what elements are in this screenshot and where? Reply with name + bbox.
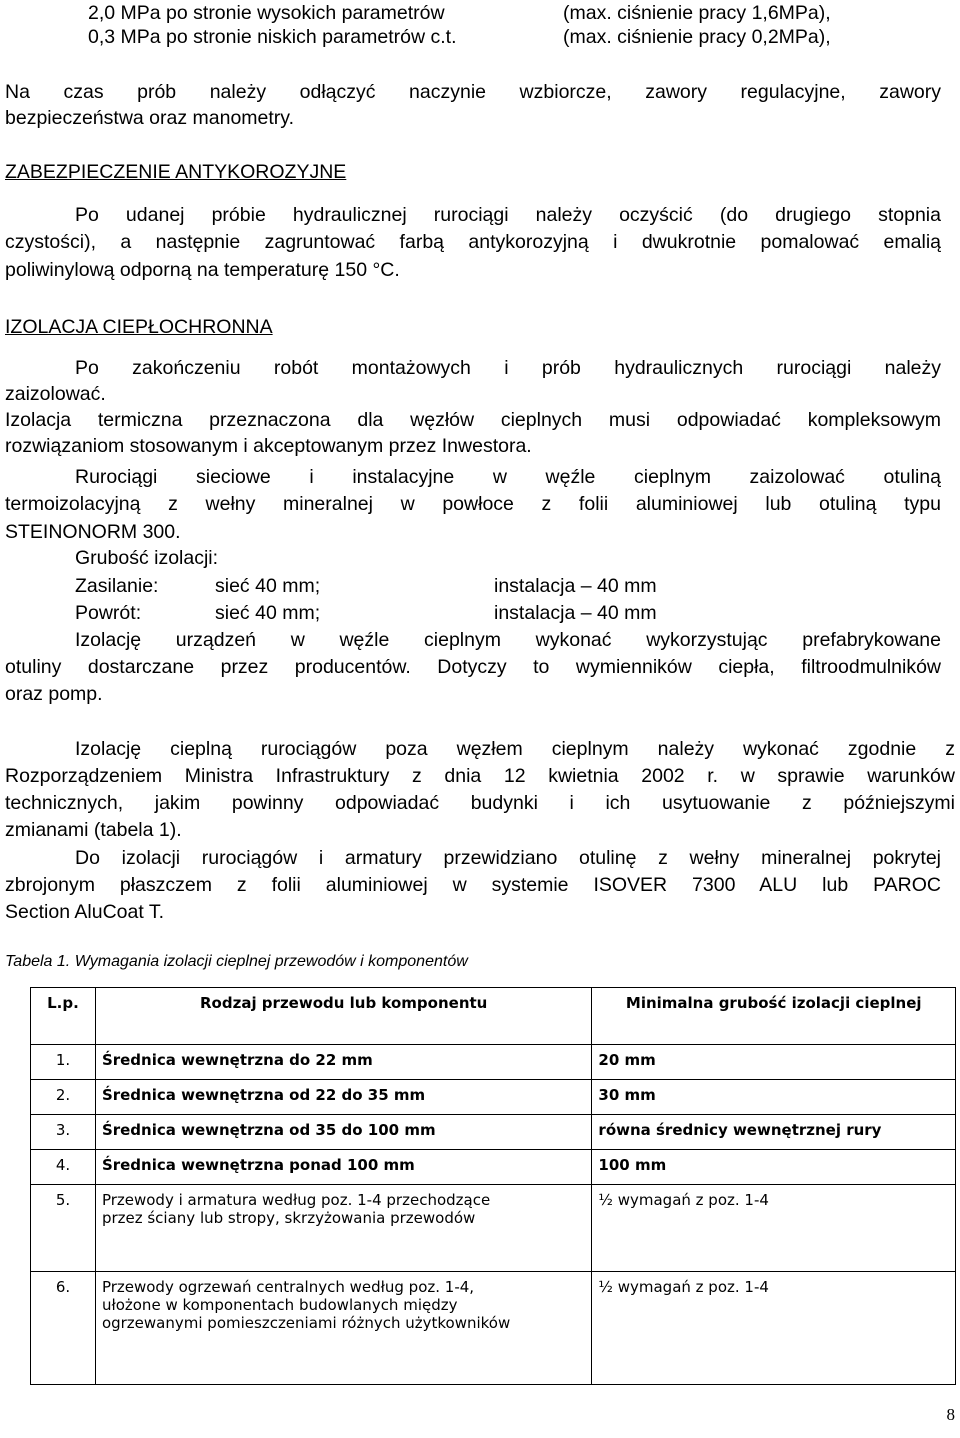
paragraph-line: Na czas prób należy odłączyć naczynie wzbiorcze, zawory regulacyjne, zawory [5, 81, 941, 103]
paragraph-line: STEINONORM 300. [5, 521, 181, 543]
paragraph-line: oraz pomp. [5, 683, 103, 705]
paragraph-line: Po zakończeniu robót montażowych i prób hydraulicznych rurociągi należy [75, 357, 941, 379]
column-header-type: Rodzaj przewodu lub komponentu [95, 988, 591, 1045]
pressure-line-low-max: (max. ciśnienie pracy 0,2MPa), [563, 26, 831, 48]
supply-label: Zasilanie: [75, 575, 159, 597]
table-cell-lp: 2. [31, 1080, 96, 1115]
paragraph-line: bezpieczeństwa oraz manometry. [5, 107, 295, 129]
paragraph-line: termoizolacyjną z wełny mineralnej w powłoce z folii aluminiowej lub otuliną typu [5, 493, 941, 515]
table-row [31, 1272, 956, 1385]
pressure-line-high-max: (max. ciśnienie pracy 1,6MPa), [563, 2, 831, 24]
table-row [31, 1185, 956, 1272]
pressure-line-high: 2,0 MPa po stronie wysokich parametrów [88, 2, 445, 24]
table-row [31, 1080, 956, 1115]
table-cell-type: Średnica wewnętrzna ponad 100 mm [101, 1156, 415, 1174]
table-cell-lp: 4. [31, 1150, 96, 1185]
paragraph-line: Izolację cieplną rurociągów poza węzłem cieplnym należy wykonać zgodnie z [75, 738, 955, 760]
paragraph-line: Rurociągi sieciowe i instalacyjne w węźle cieplnym zaizolować otuliną [75, 466, 941, 488]
insulation-requirements-table [30, 987, 956, 1385]
supply-installation-value: instalacja – 40 mm [494, 575, 657, 597]
page-number: 8 [946, 1405, 955, 1424]
table-cell-type: Średnica wewnętrzna od 22 do 35 mm [101, 1086, 426, 1104]
paragraph-line: Section AluCoat T. [5, 901, 164, 923]
table-cell-lp: 3. [31, 1115, 96, 1150]
table-cell-thickness: 30 mm [598, 1086, 656, 1104]
table-row [31, 1150, 956, 1185]
table-cell-thickness: 100 mm [598, 1156, 667, 1174]
column-header-lp: L.p. [31, 988, 96, 1045]
paragraph-line: otuliny dostarczane przez producentów. Dotyczy to wymienników ciepła, filtroodmulników [5, 656, 941, 678]
column-header-min-thickness: Minimalna grubość izolacji cieplnej [592, 988, 956, 1045]
paragraph-line: rozwiązaniom stosowanym i akceptowanym przez Inwestora. [5, 435, 532, 457]
table-row [31, 1115, 956, 1150]
paragraph-line: Izolacja termiczna przeznaczona dla węzłów cieplnych musi odpowiadać kompleksowym [5, 409, 941, 431]
section-heading-anticorrosion: ZABEZPIECZENIE ANTYKOROZYJNE [5, 161, 347, 183]
table-cell-type: Przewody ogrzewań centralnych według poz. 1-4, ułożone w komponentach budowlanych między ogrzewanymi pomieszczeniami różnych użytkowników [95, 1272, 591, 1385]
table-cell-type: Średnica wewnętrzna do 22 mm [101, 1051, 373, 1069]
table-cell-thickness: ½ wymagań z poz. 1-4 [592, 1185, 956, 1272]
return-installation-value: instalacja – 40 mm [494, 602, 657, 624]
table-caption: Tabela 1. Wymagania izolacji cieplnej przewodów i komponentów [5, 953, 468, 970]
paragraph-line: poliwinylową odporną na temperaturę 150 °C. [5, 259, 400, 281]
paragraph-line: Po udanej próbie hydraulicznej rurociągi należy oczyścić (do drugiego stopnia [75, 204, 941, 226]
paragraph-line: Grubość izolacji: [75, 547, 219, 569]
table-cell-lp: 1. [31, 1045, 96, 1080]
paragraph-line: Rozporządzeniem Ministra Infrastruktury z dnia 12 kwietnia 2002 r. w sprawie warunków [5, 765, 955, 787]
paragraph-line: zbrojonym płaszczem z folii aluminiowej w systemie ISOVER 7300 ALU lub PAROC [5, 874, 941, 896]
paragraph-line: czystości), a następnie zagruntować farbą antykorozyjną i dwukrotnie pomalować emalią [5, 231, 941, 253]
paragraph-line: zaizolować. [5, 383, 106, 405]
table-cell-lp: 5. [31, 1185, 96, 1272]
paragraph-line: technicznych, jakim powinny odpowiadać budynki i ich usytuowanie z późniejszymi [5, 792, 955, 814]
table-cell-thickness: ½ wymagań z poz. 1-4 [592, 1272, 956, 1385]
table-row [31, 1045, 956, 1080]
return-network-value: sieć 40 mm; [215, 602, 321, 624]
table-cell-thickness: równa średnicy wewnętrznej rury [598, 1121, 882, 1139]
return-label: Powrót: [75, 602, 142, 624]
paragraph-line: zmianami (tabela 1). [5, 819, 182, 841]
table-cell-lp: 6. [31, 1272, 96, 1385]
pressure-line-low: 0,3 MPa po stronie niskich parametrów c.t. [88, 26, 457, 48]
section-heading-thermal-insulation: IZOLACJA CIEPŁOCHRONNA [5, 316, 273, 338]
supply-network-value: sieć 40 mm; [215, 575, 321, 597]
paragraph-line: Izolację urządzeń w węźle cieplnym wykonać wykorzystując prefabrykowane [75, 629, 941, 651]
table-cell-thickness: 20 mm [598, 1051, 656, 1069]
table-header-row [31, 988, 956, 1045]
paragraph-line: Do izolacji rurociągów i armatury przewidziano otulinę z wełny mineralnej pokrytej [75, 847, 941, 869]
table-cell-type: Średnica wewnętrzna od 35 do 100 mm [101, 1121, 436, 1139]
table-cell-type: Przewody i armatura według poz. 1-4 przechodzące przez ściany lub stropy, skrzyżowania przewodów [95, 1185, 591, 1272]
